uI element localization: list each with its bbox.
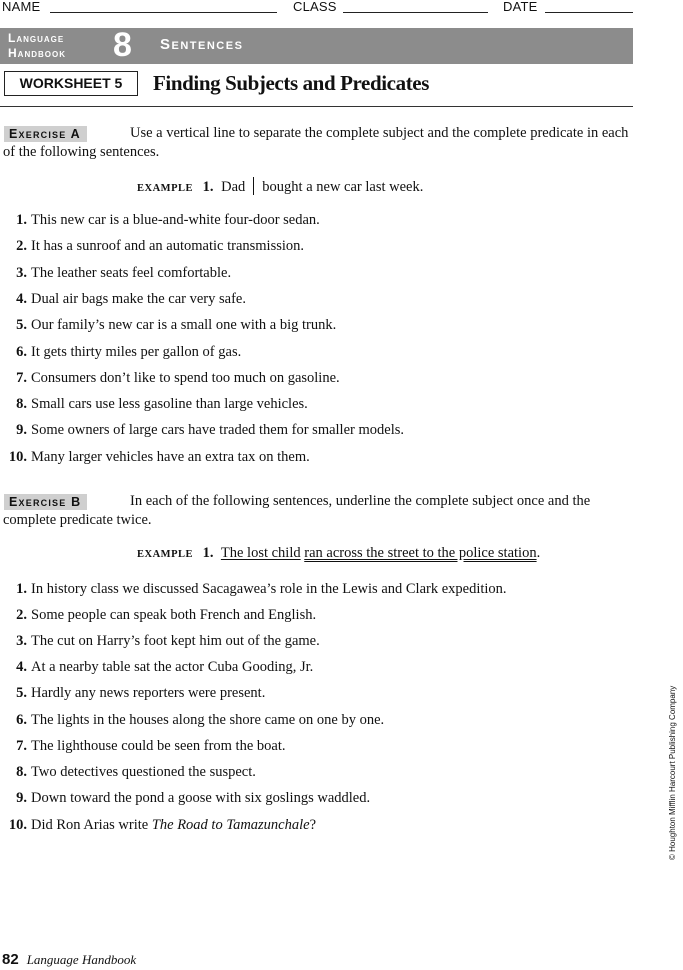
- item-text: It gets thirty miles per gallon of gas.: [31, 343, 242, 360]
- example-number: 1.: [202, 179, 214, 195]
- exercise-b-item-9: [0, 789, 660, 807]
- exercise-b-item-5: [0, 684, 660, 702]
- example-word: EXAMPLE: [137, 183, 193, 194]
- exercise-b-item-4: [0, 658, 660, 676]
- exercise-b-item-7: [0, 737, 660, 755]
- item-text: In history class we discussed Sacagawea’s role in the Lewis and Clark expedition.: [31, 581, 507, 597]
- exercise-a-instructions: Use a vertical line to separate the complete subject and the complete predicate in each of the following sentences.: [3, 125, 629, 160]
- item-text: Many larger vehicles have an extra tax on them.: [31, 448, 310, 465]
- item-punctuation: ?: [309, 817, 317, 833]
- student-info-line: [0, 0, 683, 16]
- item-number: 10.: [8, 817, 27, 833]
- page-number: 82: [2, 951, 19, 968]
- date-field[interactable]: [545, 12, 633, 13]
- item-text: Some people can speak both French and English.: [31, 607, 317, 624]
- item-text: Our family’s new car is a small one with a big trunk.: [31, 317, 337, 334]
- handbook-label: [8, 31, 66, 61]
- item-text: Dual air bags make the car very safe.: [31, 290, 246, 307]
- exercise-a-item-7: [0, 369, 660, 387]
- item-number: 5.: [16, 317, 27, 334]
- date-label: DATE: [503, 0, 538, 14]
- item-text: The leather seats feel comfortable.: [31, 264, 232, 281]
- class-label: CLASS: [293, 0, 337, 14]
- name-label: NAME: [2, 0, 41, 14]
- item-number: 8.: [16, 763, 27, 780]
- footer-book-title: Language Handbook: [26, 952, 137, 967]
- worksheet-title: Finding Subjects and Predicates: [153, 71, 429, 95]
- exercise-b-item-2: [0, 606, 660, 624]
- example-predicate: bought a new car last week.: [262, 179, 424, 195]
- exercise-a-item-10: [0, 448, 660, 466]
- exercise-a-item-3: [0, 264, 660, 282]
- item-number: 2.: [16, 238, 27, 255]
- item-text: Did Ron Arias write: [31, 817, 152, 833]
- item-text: At a nearby table sat the actor Cuba Gooding, Jr.: [31, 659, 314, 676]
- item-number: 1.: [16, 581, 27, 597]
- example-subject: Dad: [221, 179, 246, 195]
- item-number: 1.: [16, 212, 27, 228]
- item-text: Hardly any news reporters were present.: [31, 685, 266, 702]
- item-number: 10.: [8, 448, 27, 465]
- exercise-b-item-3: [0, 632, 660, 650]
- exercise-b-example: [137, 545, 540, 562]
- worksheet-label: WORKSHEET 5: [4, 71, 138, 96]
- page-footer: [2, 951, 136, 969]
- separator-line: [253, 177, 254, 195]
- item-text: The lighthouse could be seen from the boat.: [31, 737, 286, 754]
- item-text: Consumers don’t like to spend too much on gasoline.: [31, 369, 340, 386]
- item-number: 9.: [16, 789, 27, 806]
- exercise-a-item-4: [0, 290, 660, 308]
- exercise-a-label: Exercise A: [4, 126, 87, 142]
- example-predicate-double-underlined: ran across the street to the police station: [304, 545, 537, 561]
- item-text: Small cars use less gasoline than large vehicles.: [31, 396, 308, 413]
- item-text: Down toward the pond a goose with six goslings waddled.: [31, 789, 371, 806]
- item-number: 2.: [16, 607, 27, 624]
- example-subject-underlined: The lost child: [220, 545, 301, 561]
- item-number: 9.: [16, 422, 27, 439]
- exercise-b-item-1: [0, 580, 660, 598]
- item-number: 4.: [16, 290, 27, 307]
- item-number: 5.: [16, 685, 27, 702]
- exercise-a-item-6: [0, 343, 660, 361]
- item-number: 7.: [16, 737, 27, 754]
- item-number: 8.: [16, 396, 27, 413]
- exercise-b-item-8: [0, 763, 660, 781]
- item-number: 6.: [16, 711, 27, 728]
- example-period: .: [536, 545, 541, 561]
- exercise-a-item-2: [0, 237, 660, 255]
- chapter-title: Sentences: [160, 36, 244, 53]
- class-field[interactable]: [343, 12, 488, 13]
- item-number: 3.: [16, 633, 27, 650]
- name-field[interactable]: [50, 12, 277, 13]
- title-divider: [0, 106, 633, 107]
- handbook-line-2: Handbook: [8, 46, 66, 60]
- item-text: The lights in the houses along the shore came on one by one.: [31, 711, 385, 728]
- item-number: 7.: [16, 369, 27, 386]
- item-text: Some owners of large cars have traded them for smaller models.: [31, 422, 404, 439]
- exercise-b-item-10: [0, 816, 660, 834]
- exercise-a-item-9: [0, 421, 660, 439]
- item-text: It has a sunroof and an automatic transmission.: [31, 238, 305, 255]
- item-text: This new car is a blue-and-white four-door sedan.: [31, 212, 320, 228]
- chapter-number: 8: [113, 26, 132, 64]
- example-number: 1.: [202, 545, 214, 561]
- item-number: 4.: [16, 659, 27, 676]
- exercise-b-instructions: In each of the following sentences, underline the complete subject once and the complete predicate twice.: [3, 493, 591, 528]
- item-text: Two detectives questioned the suspect.: [31, 763, 256, 780]
- chapter-banner: [0, 28, 633, 64]
- exercise-a-item-5: [0, 316, 660, 334]
- book-title: The Road to Tamazunchale: [151, 817, 310, 833]
- example-word: EXAMPLE: [137, 549, 193, 560]
- item-number: 6.: [16, 343, 27, 360]
- handbook-line-1: Language: [8, 31, 65, 45]
- exercise-b-item-6: [0, 711, 660, 729]
- item-number: 3.: [16, 264, 27, 281]
- exercise-b-label: Exercise B: [4, 494, 87, 510]
- item-text: The cut on Harry’s foot kept him out of the game.: [31, 633, 320, 650]
- copyright-notice: © Houghton Mifflin Harcourt Publishing Company: [668, 685, 677, 860]
- exercise-a-item-8: [0, 395, 660, 413]
- exercise-a-example: [137, 177, 423, 196]
- exercise-a-item-1: [0, 211, 660, 229]
